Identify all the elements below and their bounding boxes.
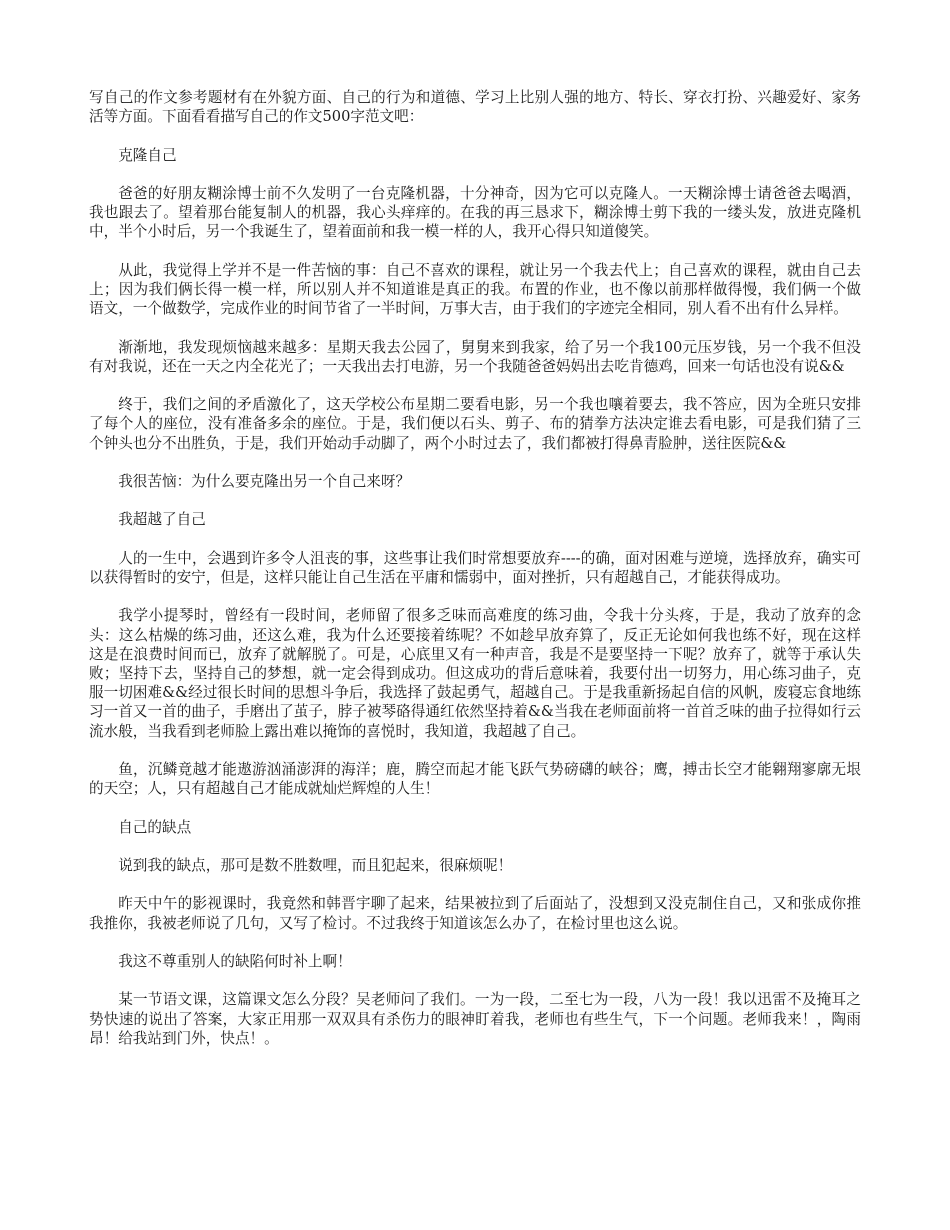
body-paragraph: 爸爸的好朋友糊涂博士前不久发明了一台克隆机器，十分神奇，因为它可以克隆人。一天糊涂博士请爸爸去喝酒，我也跟去了。望着那台能复制人的机器，我心头痒痒的。在我的再三恳求下，糊涂博士剪下我的一缕头发，放进克隆机中，半个小时后，另一个我诞生了，望着面前和我一模一样的人，我开心得只知道傻笑。 — [89, 184, 861, 241]
body-paragraph: 人的一生中，会遇到许多令人沮丧的事，这些事让我们时常想要放弃----的确，面对困难与逆境，选择放弃，确实可以获得暂时的安宁，但是，这样只能让自己生活在平庸和懦弱中，面对挫折，只有超越自己，才能获得成功。 — [89, 549, 861, 586]
body-paragraph: 鱼，沉鳞竟越才能遨游汹涌澎湃的海洋；鹿，腾空而起才能飞跃气势磅礴的峡谷；鹰，搏击长空才能翱翔寥廓无垠的天空；人，只有超越自己才能成就灿烂辉煌的人生！ — [89, 760, 861, 798]
intro-paragraph: 写自己的作文参考题材有在外貌方面、自己的行为和道德、学习上比别人强的地方、特长、穿衣打扮、兴趣爱好、家务活等方面。下面看看描写自己的作文500字范文吧： — [89, 89, 861, 126]
body-paragraph: 渐渐地，我发现烦恼越来越多：星期天我去公园了，舅舅来到我家，给了另一个我100元压岁钱，另一个我不但没有对我说，还在一天之内全花光了；一天我出去打电游，另一个我随爸爸妈妈出去吃肯德鸡，回来一句话也没有说&& — [89, 338, 861, 375]
section-heading-clone: 克隆自己 — [118, 146, 177, 164]
section-heading-shortcomings: 自己的缺点 — [118, 818, 192, 836]
body-paragraph: 某一节语文课，这篇课文怎么分段？吴老师问了我们。一为一段，二至七为一段，八为一段！我以迅雷不及掩耳之势快速的说出了答案，大家正用那一双双具有杀伤力的眼神盯着我，老师也有些生气，下一个问题。老师我来！，陶雨昂！给我站到门外，快点！。 — [89, 991, 861, 1047]
body-paragraph: 说到我的缺点，那可是数不胜数哩，而且犯起来，很麻烦呢！ — [118, 856, 513, 874]
body-paragraph: 我这不尊重别人的缺陷何时补上啊！ — [118, 952, 352, 970]
section-heading-surpass: 我超越了自己 — [118, 511, 206, 529]
document-body — [89, 88, 861, 1067]
body-paragraph: 我学小提琴时，曾经有一段时间，老师留了很多乏味而高难度的练习曲，令我十分头疼，于是，我动了放弃的念头：这么枯燥的练习曲，还这么难，我为什么还要接着练呢？不如趁早放弃算了，反正无论如何我也练不好，现在这样这是在浪费时间而已，放弃了就解脱了。可是，心底里又有一种声音，我是不是要坚持一下呢？放弃了，就等于承认失败；坚持下去，坚持自己的梦想，就一定会得到成功。但这成功的背后意味着，我要付出一切努力，用心练习曲子，克服一切困难&&经过很长时间的思想斗争后，我选择了鼓起勇气，超越自己。于是我重新扬起自信的风帆，废寝忘食地练习一首又一首的曲子，手磨出了茧子，脖子被琴硌得通红依然坚持着&&当我在老师面前将一首首乏味的曲子拉得如行云流水般，当我看到老师脸上露出难以掩饰的喜悦时，我知道，我超越了自己。 — [89, 607, 861, 740]
body-paragraph: 终于，我们之间的矛盾激化了，这天学校公布星期二要看电影，另一个我也嚷着要去，我不答应，因为全班只安排了每个人的座位，没有准备多余的座位。于是，我们便以石头、剪子、布的猜拳方法决定谁去看电影，可是我们猜了三个钟头也分不出胜负，于是，我们开始动手动脚了，两个小时过去了，我们都被打得鼻青脸肿，送往医院&& — [89, 396, 861, 452]
body-paragraph: 昨天中午的影视课时，我竟然和韩晋宇聊了起来，结果被拉到了后面站了，没想到又没克制住自己，又和张成你推我推你，我被老师说了几句，又写了检讨。不过我终于知道该怎么办了，在检讨里也这么说。 — [89, 895, 861, 932]
body-paragraph: 我很苦恼：为什么要克隆出另一个自己来呀？ — [118, 472, 411, 490]
body-paragraph: 从此，我觉得上学并不是一件苦恼的事：自己不喜欢的课程，就让另一个我去代上；自己喜欢的课程，就由自己去上；因为我们俩长得一模一样，所以别人并不知道谁是真正的我。布置的作业，也不像以前那样做得慢，我们俩一个做语文，一个做数学，完成作业的时间节省了一半时间，万事大吉，由于我们的字迹完全相同，别人看不出有什么异样。 — [89, 261, 861, 318]
